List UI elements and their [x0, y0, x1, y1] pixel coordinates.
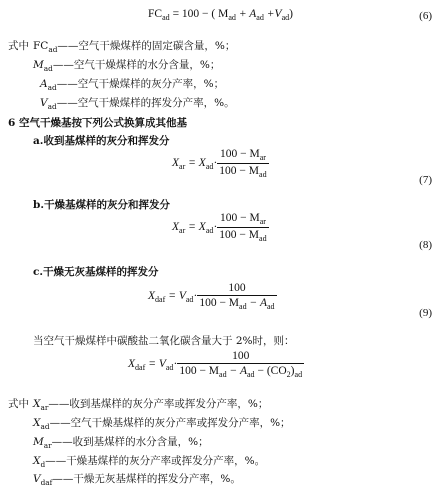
- section-6-title: 6 空气干燥基按下列公式换算成其他基: [8, 117, 187, 129]
- equation-9: $X_{daf} = V_{ad}\cdot$ $\frac{100}{100 - M_{ad} - A_{ad}}$: [148, 282, 275, 311]
- defs1-sym: A: [40, 78, 48, 90]
- eq6-lhs-sub: ad: [162, 13, 170, 22]
- eq9-s: ad: [185, 295, 194, 305]
- eq8-num-top-sub: ar: [259, 217, 266, 226]
- eq8-fraction: [217, 212, 268, 243]
- eq7-lhs: X: [172, 157, 180, 170]
- eq9-denominator: [197, 295, 276, 311]
- eq10-den3-end: ): [290, 365, 295, 377]
- eq6-p2: +V: [263, 8, 282, 20]
- eq6-end: ): [289, 8, 294, 20]
- eq6-s3: ad: [281, 13, 290, 22]
- defs2-sym: X: [33, 417, 41, 429]
- section-6-a: a.收到基煤样的灰分和挥发分: [33, 135, 170, 147]
- eq8-denominator: [217, 227, 268, 243]
- defs1-sym: FC: [33, 40, 49, 52]
- defs1-sub: ad: [43, 64, 53, 73]
- eq8-lhs-sub: ar: [179, 226, 186, 236]
- eq7-num-top-sub: ar: [259, 153, 266, 162]
- defs2-sym: X: [33, 398, 41, 410]
- eq10-den3-end-sub: ad: [294, 370, 303, 379]
- eq8-den-sub: ad: [259, 234, 267, 243]
- eq10-denominator: [177, 363, 304, 379]
- defs2-item-3: [33, 453, 265, 469]
- defs1-text: ——空气干燥煤样的固定碳含量，%；: [57, 40, 236, 52]
- defs2-sub: ad: [40, 422, 50, 431]
- defs2-lead: 式中: [8, 398, 29, 410]
- eq6-s2: ad: [256, 13, 264, 22]
- equation-6: [148, 8, 293, 22]
- defs1-sub: ad: [48, 45, 58, 54]
- defs2-item-4: [33, 471, 241, 487]
- eq10-lhs-sub: daf: [135, 363, 146, 373]
- eq10-den-sub: ad: [219, 370, 227, 379]
- defs2-text: ——空气干燥基煤样的灰分产率或挥发分产率，%；: [49, 417, 291, 429]
- defs1-text: ——空气干燥煤样的水分含量，%；: [52, 59, 221, 71]
- equation-10: $X_{daf} = V_{ad}\cdot$ $\frac{100}{100 - M_{ad} - A_{ad} - (CO_2)_{ad}}$: [128, 350, 303, 379]
- defs1-sym: V: [40, 97, 48, 109]
- defs1-text: ——空气干燥煤样的挥发分产率，%。: [56, 97, 235, 109]
- eq8-s: ad: [205, 226, 214, 236]
- defs1-item-2: [40, 76, 224, 92]
- eq7-den: 100 − M: [219, 165, 260, 177]
- eq8-eq: = X: [188, 221, 206, 234]
- defs2-sub: d: [40, 460, 46, 469]
- defs2-item-1: [33, 415, 291, 431]
- eq7-lhs-sub: ar: [179, 162, 186, 172]
- defs1-item-1: [33, 57, 220, 73]
- eq7-den-sub: ad: [259, 170, 267, 179]
- eq6-number: (6): [419, 10, 432, 22]
- eq7-num-top: 100 − M: [219, 148, 260, 160]
- eq9-number: (9): [419, 307, 432, 319]
- defs2-item-2: [33, 434, 209, 450]
- defs1-item-3: [40, 95, 235, 111]
- eq10-den3-sub: 2: [286, 370, 291, 379]
- eq7-number: (7): [419, 174, 432, 186]
- eq9-den2-sub: ad: [266, 302, 275, 311]
- eq8-num-top: 100 − M: [219, 212, 260, 224]
- defs2-text: ——干燥基煤样的灰分产率或挥发分产率，%。: [45, 455, 266, 467]
- defs1-sub: ad: [47, 83, 57, 92]
- eq10-den2-sub: ad: [246, 370, 255, 379]
- eq10-numerator: 100: [232, 350, 250, 362]
- eq6-p1: + A: [235, 8, 257, 20]
- defs1-sym: M: [33, 59, 44, 71]
- eq8-numerator: [217, 212, 268, 227]
- eq9-lhs: X: [148, 290, 156, 303]
- condition-text: 当空气干燥煤样中碳酸盐二氧化碳含量大于 2%时，则：: [33, 335, 295, 347]
- defs2-sub: daf: [40, 478, 53, 487]
- eq9-lhs-sub: daf: [155, 295, 166, 305]
- section-6-c: c.干燥无灰基煤样的挥发分: [33, 266, 159, 278]
- eq7-numerator: [217, 148, 268, 163]
- eq7-fraction: [217, 148, 268, 179]
- defs1-sub: ad: [47, 102, 57, 111]
- eq7-s: ad: [205, 162, 214, 172]
- defs2-sym: X: [33, 455, 41, 467]
- eq10-den2: − A: [226, 365, 247, 377]
- equation-8: $X_{ar} = X_{ad}\cdot$ $\frac{100 - M_{ar}}{100 - M_{ad}}$: [172, 212, 267, 243]
- eq10-lhs: X: [128, 358, 136, 371]
- defs2-sub: ar: [43, 441, 52, 450]
- defs1-text: ——空气干燥煤样的灰分产率，%；: [56, 78, 225, 90]
- section-6-b: b.干燥基煤样的灰分和挥发分: [33, 199, 170, 211]
- eq8-number: (8): [419, 239, 432, 251]
- eq8-den: 100 − M: [219, 229, 260, 241]
- eq10-den3: − (CO: [254, 365, 287, 377]
- defs2-text: ——收到基煤样的水分含量，%；: [51, 436, 209, 448]
- eq10-eq: = V: [148, 358, 166, 371]
- eq9-den: 100 − M: [199, 297, 240, 309]
- equation-7: $X_{ar} = X_{ad}\cdot$ $\frac{100 - M_{ar}}{100 - M_{ad}}$: [172, 148, 267, 179]
- eq10-den: 100 − M: [179, 365, 220, 377]
- eq9-fraction: [197, 282, 276, 311]
- eq10-fraction: [177, 350, 304, 379]
- eq6-s1: ad: [228, 13, 236, 22]
- eq8-lhs: X: [172, 221, 180, 234]
- defs2-sym: V: [33, 473, 41, 485]
- eq7-eq: = X: [188, 157, 206, 170]
- eq6-expr: = 100 − ( M: [172, 8, 229, 20]
- eq9-den2: − A: [246, 297, 267, 309]
- eq10-s: ad: [165, 363, 174, 373]
- eq9-eq: = V: [168, 290, 186, 303]
- eq6-lhs: FC: [148, 8, 163, 20]
- eq7-denominator: [217, 163, 268, 179]
- eq9-den-sub: ad: [239, 302, 247, 311]
- defs2-sym: M: [33, 436, 44, 448]
- defs2-sub: ar: [40, 403, 49, 412]
- defs1-lead: 式中: [8, 40, 29, 52]
- defs2-item-0: [33, 396, 268, 412]
- defs1-item-0: [33, 38, 235, 54]
- defs2-text: ——干燥无灰基煤样的挥发分产率，%。: [52, 473, 241, 485]
- eq9-numerator: 100: [228, 282, 246, 294]
- defs2-text: ——收到基煤样的灰分产率或挥发分产率，%；: [48, 398, 269, 410]
